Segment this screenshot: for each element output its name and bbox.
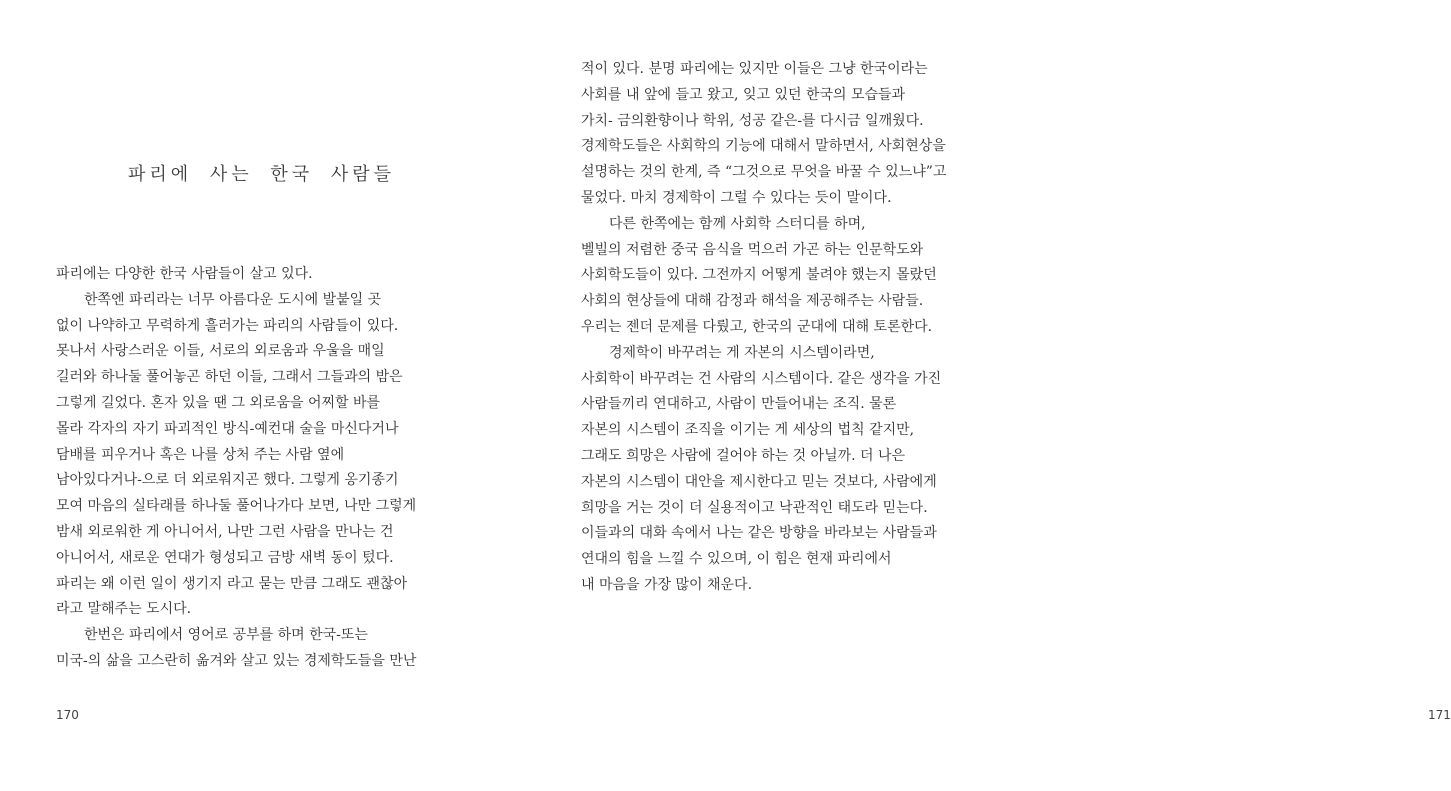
text-line: 희망을 거는 것이 더 실용적이고 낙관적인 태도라 믿는다. xyxy=(581,499,928,516)
text-line: 남아있다거나-으로 더 외로워지곤 했다. 그렇게 옹기종기 xyxy=(56,472,399,489)
text-line: 밤새 외로워한 게 아니어서, 나만 그런 사람을 만나는 건 xyxy=(56,523,394,540)
text-line: 설명하는 것의 한계, 즉 “그것으로 무엇을 바꿀 수 있느냐”고 xyxy=(581,164,947,181)
text-line: 경제학이 바꾸려는 게 자본의 시스템이라면, xyxy=(609,344,875,361)
text-line: 물었다. 마치 경제학이 그럴 수 있다는 듯이 말이다. xyxy=(581,189,892,206)
text-line: 사회의 현상들에 대해 감정과 해석을 제공해주는 사람들. xyxy=(581,293,924,310)
text-line: 다른 한쪽에는 함께 사회학 스터디를 하며, xyxy=(609,215,866,232)
text-line: 그래도 희망은 사람에 걸어야 하는 것 아닐까. 더 나은 xyxy=(581,447,906,464)
text-line: 연대의 힘을 느낄 수 있으며, 이 힘은 현재 파리에서 xyxy=(581,551,892,568)
right-page-body xyxy=(581,57,961,599)
text-line: 미국-의 삶을 고스란히 옮겨와 살고 있는 경제학도들을 만난 xyxy=(56,652,417,669)
text-line: 아니어서, 새로운 연대가 형성되고 금방 새벽 동이 텄다. xyxy=(56,549,394,566)
text-line: 사회를 내 앞에 들고 왔고, 잊고 있던 한국의 모습들과 xyxy=(581,86,906,103)
text-line: 내 마음을 가장 많이 채운다. xyxy=(581,576,753,593)
text-line: 한번은 파리에서 영어로 공부를 하며 한국-또는 xyxy=(84,627,368,644)
text-line: 벨빌의 저렴한 중국 음식을 먹으러 가곤 하는 인문학도와 xyxy=(581,241,924,258)
text-line: 적이 있다. 분명 파리에는 있지만 이들은 그냥 한국이라는 xyxy=(581,61,928,77)
chapter-title: 파리에 사는 한국 사람들 xyxy=(128,164,396,185)
text-line: 모여 마음의 실타래를 하나둘 풀어나가다 보면, 나만 그렇게 xyxy=(56,498,417,515)
text-line: 몰라 각자의 자기 파괴적인 방식-예컨대 술을 마신다거나 xyxy=(56,420,399,437)
page-number-left: 170 xyxy=(56,708,79,722)
text-line: 파리에는 다양한 한국 사람들이 살고 있다. xyxy=(56,266,313,282)
text-line: 길러와 하나둘 풀어놓곤 하던 이들, 그래서 그들과의 밤은 xyxy=(56,369,403,386)
text-line: 이들과의 대화 속에서 나는 같은 방향을 바라보는 사람들과 xyxy=(581,525,937,542)
text-line: 경제학도들은 사회학의 기능에 대해서 말하면서, 사회현상을 xyxy=(581,138,946,155)
text-line: 한쪽엔 파리라는 너무 아름다운 도시에 발붙일 곳 xyxy=(84,291,382,308)
left-page xyxy=(0,0,500,791)
page-number-right: 171 xyxy=(1428,708,1451,722)
text-line: 사회학도들이 있다. 그전까지 어떻게 불려야 했는지 몰랐던 xyxy=(581,267,937,284)
text-line: 파리는 왜 이런 일이 생기지 라고 묻는 만큼 그래도 괜찮아 xyxy=(56,575,408,592)
left-page-body xyxy=(56,262,436,675)
text-line: 담배를 피우거나 혹은 나를 상처 주는 사람 옆에 xyxy=(56,446,345,463)
text-line: 라고 말해주는 도시다. xyxy=(56,601,192,618)
text-line: 우리는 젠더 문제를 다뤘고, 한국의 군대에 대해 토론한다. xyxy=(581,318,933,335)
text-line: 사회학이 바꾸려는 건 사람의 시스템이다. 같은 생각을 가진 xyxy=(581,370,942,387)
text-line: 자본의 시스템이 대안을 제시한다고 믿는 것보다, 사람에게 xyxy=(581,473,937,490)
text-line: 못나서 사랑스러운 이들, 서로의 외로움과 우울을 매일 xyxy=(56,343,385,360)
text-line: 사람들끼리 연대하고, 사람이 만들어내는 조직. 물론 xyxy=(581,396,897,413)
text-line: 그렇게 길었다. 혼자 있을 땐 그 외로움을 어찌할 바를 xyxy=(56,394,381,411)
text-line: 가치- 금의환향이나 학위, 성공 같은-를 다시금 일깨웠다. xyxy=(581,112,924,129)
text-line: 자본의 시스템이 조직을 이기는 게 세상의 법칙 같지만, xyxy=(581,422,915,439)
text-line: 없이 나약하고 무력하게 흘러가는 파리의 사람들이 있다. xyxy=(56,317,399,334)
